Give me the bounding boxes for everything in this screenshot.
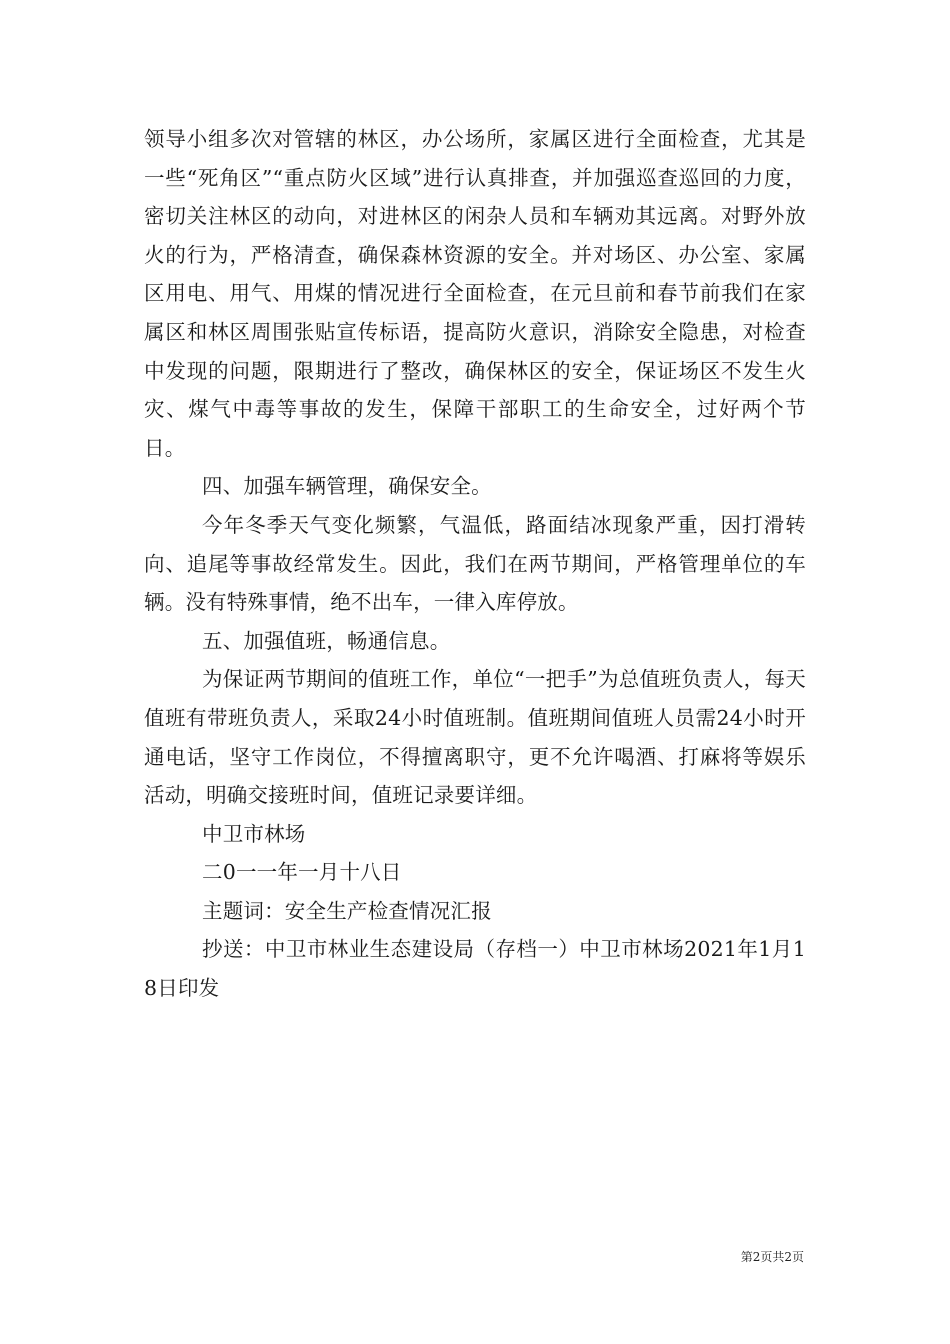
paragraph-inspection: 领导小组多次对管辖的林区，办公场所，家属区进行全面检查，尤其是一些“死角区”“重点防火区域”进行认真排查，并加强巡查巡回的力度，密切关注林区的动向，对进林区的闲杂人员和车辆劝其远离。对野外放火的行为，严格清查，确保森林资源的安全。并对场区、办公室、家属区用电、用气、用煤的情况进行全面检查，在元旦前和春节前我们在家属区和林区周围张贴宣传标语，提高防火意识，消除安全隐患，对检查中发现的问题，限期进行了整改，确保林区的安全，保证场区不发生火灾、煤气中毒等事故的发生，保障干部职工的生命安全，过好两个节日。 bbox=[144, 127, 806, 460]
copy-to: 抄送：中卫市林业生态建设局（存档一）中卫市林场2021年1月18日印发 bbox=[144, 937, 806, 1001]
document-body bbox=[144, 120, 806, 1008]
page-number: 第2页共2页 bbox=[740, 1250, 804, 1264]
heading-duty: 五、加强值班，畅通信息。 bbox=[202, 628, 451, 653]
paragraph-vehicle-management: 今年冬季天气变化频繁，气温低，路面结冰现象严重，因打滑转向、追尾等事故经常发生。因此，我们在两节期间，严格管理单位的车辆。没有特殊事情，绝不出车，一律入库停放。 bbox=[144, 512, 806, 615]
signature-date: 二0一一年一月十八日 bbox=[202, 860, 402, 885]
paragraph-duty: 为保证两节期间的值班工作，单位“一把手”为总值班负责人，每天值班有带班负责人，采取24小时值班制。值班期间值班人员需24小时开通电话，坚守工作岗位，不得擅离职守，更不允许喝酒、打麻将等娱乐活动，明确交接班时间，值班记录要详细。 bbox=[144, 667, 806, 808]
subject-keywords: 主题词：安全生产检查情况汇报 bbox=[202, 898, 492, 923]
signature-organization: 中卫市林场 bbox=[202, 821, 306, 846]
heading-vehicle-management: 四、加强车辆管理，确保安全。 bbox=[202, 474, 492, 499]
